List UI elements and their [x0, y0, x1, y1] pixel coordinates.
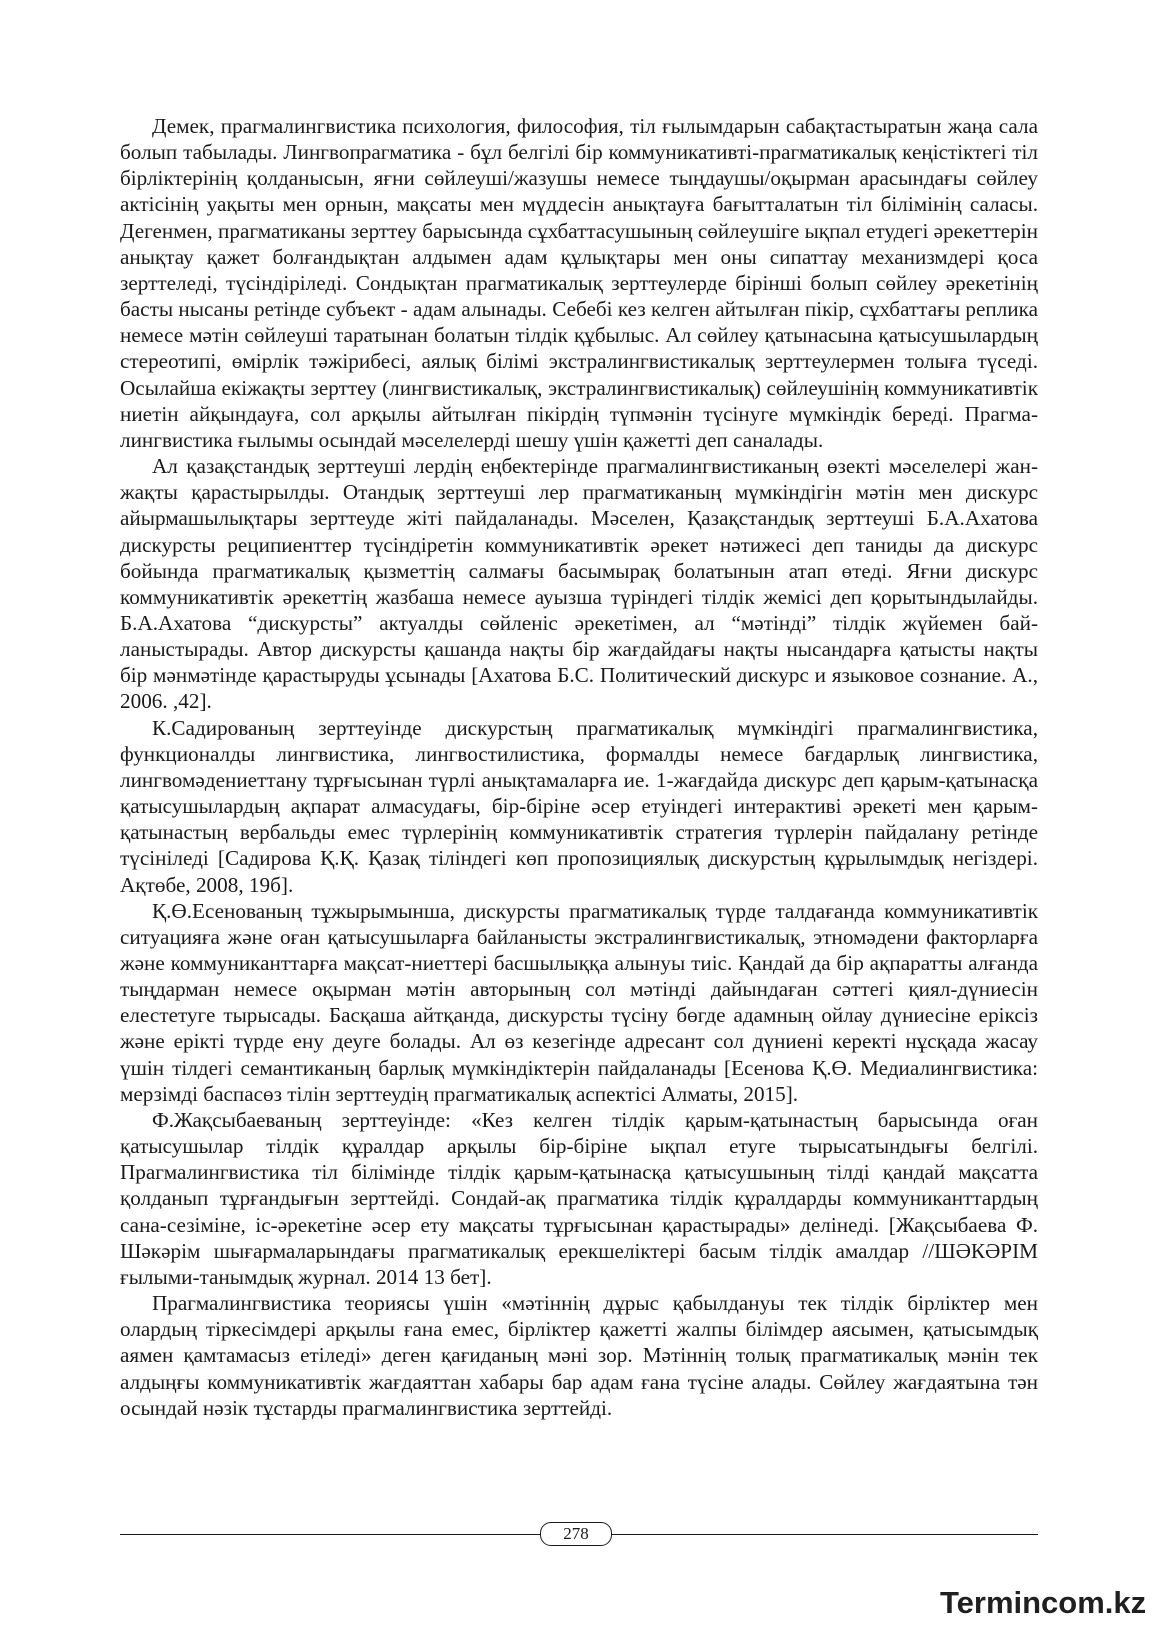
paragraph-5: Ф.Жақсыбаеваның зерттеуінде: «Кез келген тілдік қарым-қатынастың барысында оған қатысушылар тілдік құралдар арқылы бір-біріне ықпал етуге тырысатындығы белгілі. Прагмалингвистика тіл білімінде тілдік қарым-қатынасқа қатысушының тілді қандай мақсатта қолданып тұрғандығын зерттейді. Сондай-ақ прагматика тілдік құралдарды коммуниканттардың сана-сезіміне, іс-әрекетіне әсер ету мақсаты тұрғысынан қарастырады» делінеді. [Жақсыбаева Ф. Шәкәрім шығармаларындағы прагматикалық ерекшеліктері басым тілдік амалдар //ШӘКӘРІМ ғылыми-танымдық журнал. 2014 13 бет]. [120, 1107, 1038, 1289]
page-number: 278 [540, 1522, 612, 1546]
document-body [120, 113, 1038, 1421]
watermark-logo: Termincom.kz [940, 1585, 1147, 1620]
paragraph-2: Ал қазақстандық зерттеуші лердің еңбектерінде прагмалингвистиканың өзекті мәселелері жан-жақты қарастырылды. Отандық зерттеуші лер прагматиканың мүмкіндігін мәтін мен дискурс айырмашылықтары зерттеуде жіті пайдаланады. Мәселен, Қазақстандық зерттеуші Б.А.Ахатова дискурсты реципиенттер түсіндіретін коммуникативтік әрекет нәтижесі деп таниды да дискурс бойында прагматикалық қызметтің салмағы басымырақ болатынын атап өтеді. Яғни дискурс коммуникативтік әрекеттің жазбаша немесе ауызша түріндегі тілдік жемісі деп қорытындылайды. Б.А.Ахатова “дискурсты” актуалды сөйленіс әрекетімен, ал “мәтінді” тілдік жүйемен байланыстырады. Автор дискурсты қашанда нақты бір жағдайдағы нақты нысандарға қатысты нақты бір мәнмәтінде қарастыруды ұсынады [Ахатова Б.С. Политический дискурс и языковое сознание. А., 2006. ,42]. [120, 454, 1038, 714]
paragraph-3: К.Садированың зерттеуінде дискурстың прагматикалық мүмкіндігі прагмалингвистика, функционалды лингвистика, лингвостилистика, формалды немесе бағдарлық лингвистика, лингвомәдениеттану тұрғысынан түрлі анықтамаларға ие. 1-жағдайда дискурс деп қарым-қатынасқа қатысушылардың ақпарат алмасудағы, бір-біріне әсер етуіндегі интерактиві әрекеті мен қарым-қатынастың вербальды емес түрлерінің коммуникативтік стратегия түрлерін пайдалану ретінде түсініледі [Садирова Қ.Қ. Қазақ тіліндегі көп пропозициялық дискурстың құрылымдық негіздері. Ақтөбе, 2008, 19б]. [120, 715, 1038, 897]
paragraph-6: Прагмалингвистика теориясы үшін «мәтіннің дұрыс қабылдануы тек тілдік бірліктер мен олардың тіркесімдері арқылы ғана емес, бірліктер қажетті жалпы білімдер аясымен, қатысымдық аямен қамтамасыз етіледі» деген қағиданың мәні зор. Мәтіннің толық прагматикалық мәнін тек алдыңғы коммуникативтік жағдаяттан хабары бар адам ғана түсіне алады. Сөйлеу жағдаятына тән осындай нәзік тұстарды прагмалингвистика зерттейді. [120, 1291, 1038, 1420]
paragraph-1: Демек, прагмалингвистика психология, философия, тіл ғылымдарын сабақтастыратын жаңа сала болып табылады. Лингвопрагматика - бұл белгілі бір коммуникативті-прагматикалық кеңістіктегі тіл бірліктерінің қолданысын, яғни сөйлеуші/жазушы немесе тыңдаушы/оқырман арасындағы сөйлеу актісінің уақыты мен орнын, мақсаты мен мүддесін анықтауға бағытталатын тіл білімінің саласы. Дегенмен, прагматиканы зерттеу барысында сұхбаттасушының сөйлеушіге ықпал етудегі әрекеттерін анықтау қажет болғандықтан алдымен адам құлықтары мен оны сипаттау механизмдері қоса зерттеледі, түсіндіріледі. Сондықтан прагматикалық зерттеулерде бірінші болып сөйлеу әрекетінің басты нысаны ретінде субъект - адам алынады. Себебі кез келген айтылған пікір, сұхбаттағы реплика немесе мәтін сөйлеуші таратынан болатын тілдік құбылыс. Ал сөйлеу қатынасына қатысушылардың стереотипі, өмірлік тәжірибесі, аялық білімі экстралингвистикалық зерттеулермен толыға түседі. Осылайша екіжақты зерттеу (лингвистикалық, экстралингвистикалық) сөйлеушінің коммуникативтік ниетін айқындауға, сол арқылы айтылған пікірдің түпмәнін түсінуге мүмкіндік береді. Прагмалингвистика ғылымы осындай мәселелерді шешу үшін қажетті деп саналады. [120, 114, 1038, 452]
paragraph-4: Қ.Ө.Есенованың тұжырымынша, дискурсты прагматикалық түрде талдағанда коммуникативтік ситуацияға және оған қатысушыларға байланысты экстралингвистикалық, этномәдени факторларға және коммуниканттарға мақсат-ниеттері басшылыққа алынуы тиіс. Қандай да бір ақпаратты алғанда тыңдарман немесе оқырман мәтін авторының сол мәтінді дайындаған сәттегі қиял-дүниесін елестетуге тырысады. Басқаша айтқанда, дискурсты түсіну бөгде адамның ойлау дүниесіне еріксіз және ерікті түрде ену деуге болады. Ал өз кезегінде адресант сол дүниені керекті нұсқада жасау үшін тілдегі семантиканың барлық мүмкіндіктерін пайдаланады [Есенова Қ.Ө. Медиалингвистика: мерзімді баспасөз тілін зерттеудің прагматикалық аспектісі Алматы, 2015]. [120, 898, 1038, 1106]
